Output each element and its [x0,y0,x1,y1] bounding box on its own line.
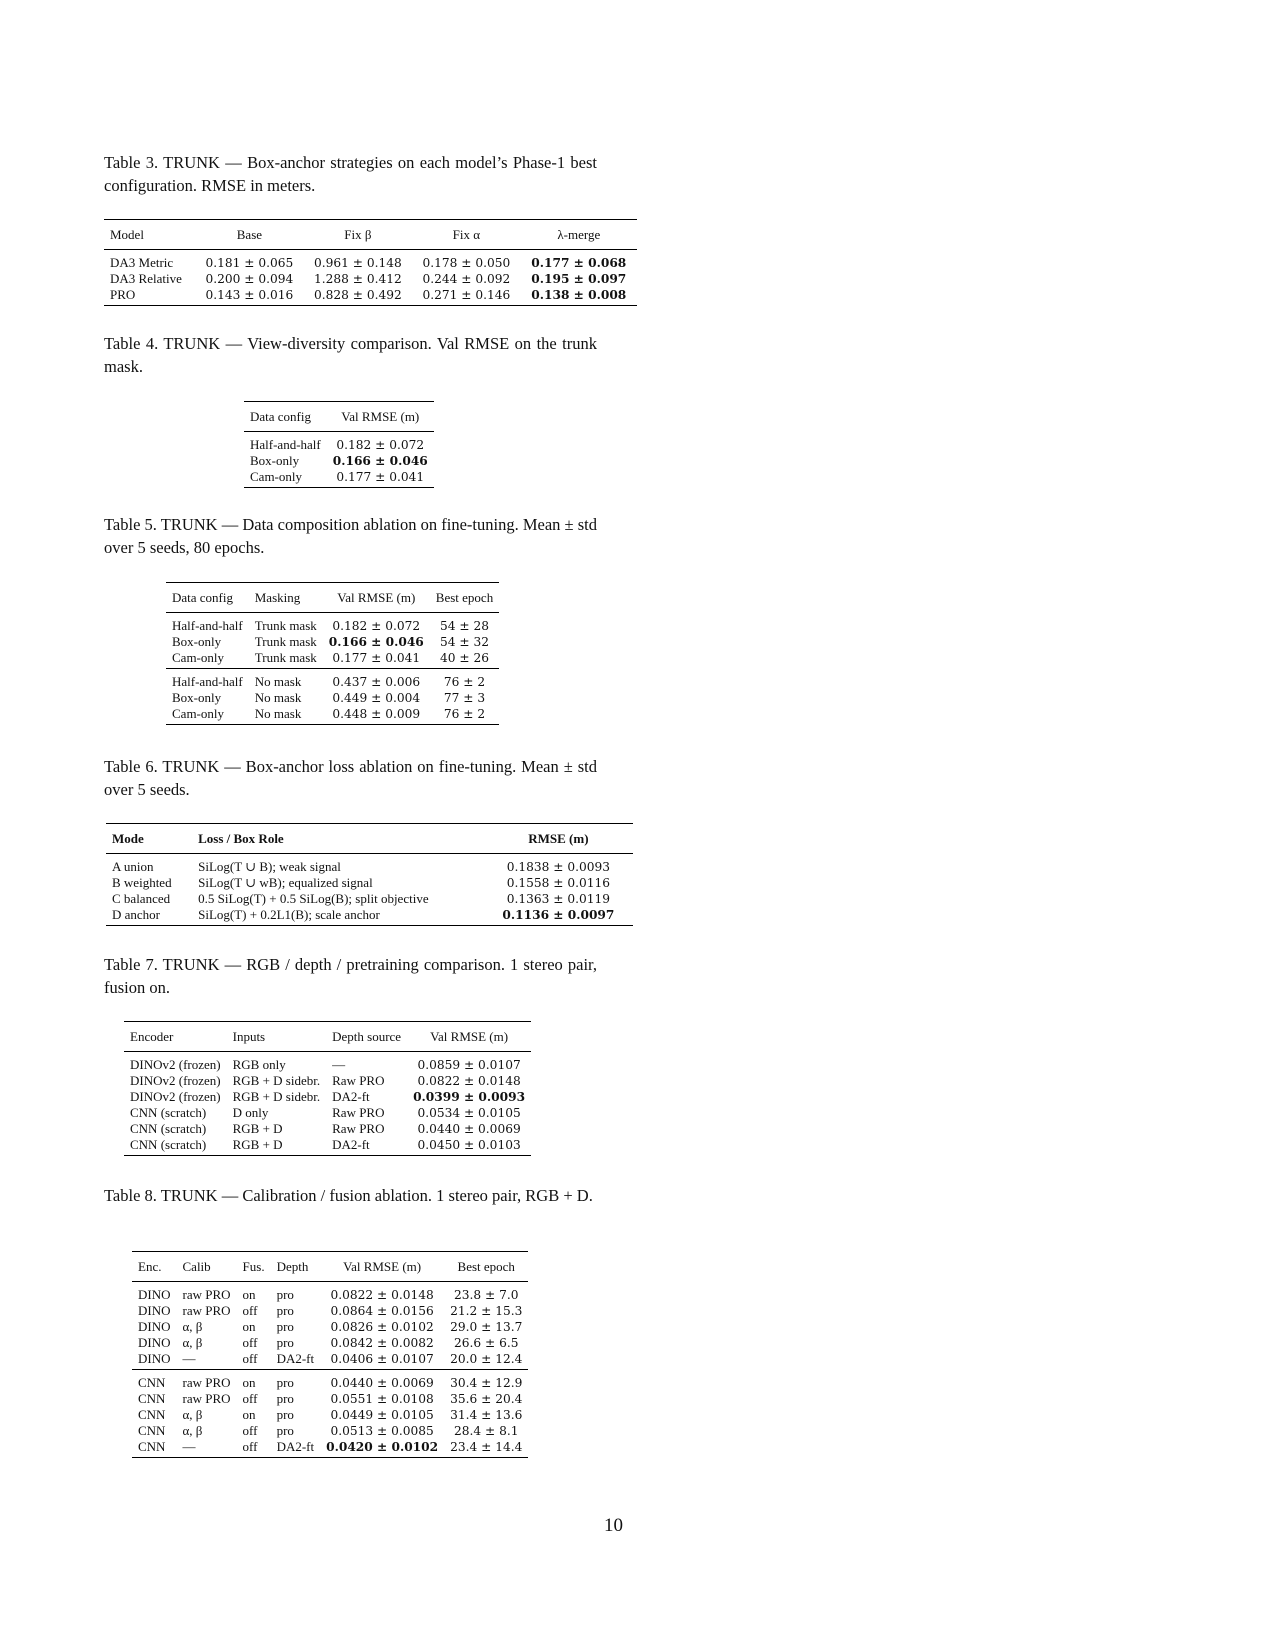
table-cell: CNN [132,1370,177,1392]
table-cell: 0.0551 ± 0.0108 [330,1392,434,1406]
table-cell: 0.449 ± 0.004 [332,691,421,705]
table-cell: 0.200 ± 0.094 [205,272,294,286]
table-cell: off [242,1439,258,1454]
column-header: Val RMSE (m) [407,1022,531,1052]
table-row [166,669,499,691]
table-row [132,1407,528,1423]
table-cell: CNN (scratch) [130,1121,207,1136]
table-cell: SiLog(T) + 0.2L1(B); scale anchor [198,907,380,922]
table-row [104,271,637,287]
table-cell: CNN (scratch) [130,1105,207,1120]
table-cell: Cam-only [172,650,224,665]
table-cell: Half-and-half [166,669,249,691]
table-cell: DINO [138,1303,171,1318]
table-cell: pro [276,1423,294,1438]
table-row [124,1105,531,1121]
table3 [104,219,637,306]
table-row [166,690,499,706]
table-cell: 21.2 ± 15.3 [450,1304,523,1318]
table-cell: Trunk mask [254,618,317,633]
table-cell: 0.1136 ± 0.0097 [502,908,615,922]
table-cell: raw PRO [177,1370,237,1392]
column-header: Data config [244,402,327,432]
column-header: Fus. [237,1252,271,1282]
table-cell: off [242,1423,258,1438]
table-cell: pro [276,1303,294,1318]
table8-caption: Table 8. TRUNK — Calibration / fusion ablation. 1 stereo pair, RGB + D. [104,1186,593,1205]
table3-caption: Table 3. TRUNK — Box-anchor strategies on each model’s Phase-1 best configuration. RMSE in meters. [104,153,597,195]
table-cell: Trunk mask [254,650,317,665]
table-row [124,1052,531,1074]
table-cell: 0.177 ± 0.068 [531,256,627,270]
table-cell: pro [276,1287,294,1302]
table-row [132,1282,528,1304]
table-cell: RGB + D [232,1137,283,1152]
table-cell: 0.0822 ± 0.0148 [330,1288,434,1302]
table-cell: 0.177 ± 0.041 [336,470,425,484]
table-cell: off [242,1303,258,1318]
table-cell: Raw PRO [332,1105,385,1120]
table-cell: No mask [254,690,302,705]
table-cell: 1.288 ± 0.412 [314,272,402,286]
table-cell: on [242,1319,256,1334]
table-cell: 0.0822 ± 0.0148 [417,1074,521,1088]
table-cell: Box-only [172,690,222,705]
table-cell: 0.0513 ± 0.0085 [330,1424,434,1438]
table-cell: Raw PRO [332,1121,385,1136]
table-cell: pro [276,1335,294,1350]
table-cell: pro [276,1391,294,1406]
table-cell: DA2-ft [276,1439,315,1454]
table-cell: DINO [138,1287,171,1302]
table-row [132,1303,528,1319]
column-header: Val RMSE (m) [320,1252,444,1282]
table-cell: α, β [182,1319,203,1334]
table-cell: pro [276,1319,294,1334]
table-cell: RGB + D sidebr. [232,1073,321,1088]
column-header: Encoder [124,1022,227,1052]
column-header: Val RMSE (m) [327,402,434,432]
table-cell: 0.0406 ± 0.0107 [330,1352,434,1366]
table-row [132,1370,528,1392]
table-row [244,432,434,454]
table-cell: DA2-ft [332,1137,370,1152]
table-row [104,287,637,306]
table8 [132,1251,528,1458]
table-cell: No mask [254,706,302,721]
table-cell: 28.4 ± 8.1 [454,1424,519,1438]
table5-caption: Table 5. TRUNK — Data composition ablation on fine-tuning. Mean ± std over 5 seeds, 80 epochs. [104,515,597,557]
table-row [132,1351,528,1370]
table-cell: RGB only [232,1057,286,1072]
table-cell: 0.437 ± 0.006 [323,669,430,691]
table-cell: CNN (scratch) [130,1137,207,1152]
table-cell: DINOv2 (frozen) [130,1057,221,1072]
table6 [106,823,633,926]
table-cell: D only [232,1105,269,1120]
table-row [244,453,434,469]
table-cell: Cam-only [172,706,224,721]
table-cell: Half-and-half [172,618,243,633]
table-cell: SiLog(T ∪ B); weak signal [198,859,341,874]
table-cell: 0.182 ± 0.072 [336,438,425,452]
table-row [166,650,499,669]
table-cell: 0.166 ± 0.046 [328,635,424,649]
table-cell: 0.244 ± 0.092 [422,272,511,286]
table-cell: 0.178 ± 0.050 [422,256,511,270]
table-row [132,1439,528,1458]
column-header: Depth [271,1252,321,1282]
table-cell: PRO [110,287,136,302]
table-cell: 0.828 ± 0.492 [314,288,402,302]
table-cell: 0.181 ± 0.065 [205,256,294,270]
table-cell: 0.0842 ± 0.0082 [330,1336,434,1350]
column-header: Base [195,220,303,250]
table-cell: off [242,1335,258,1350]
table-cell: α, β [182,1407,203,1422]
column-header: Loss / Box Role [192,824,484,854]
table-row [124,1121,531,1137]
table-cell: Cam-only [250,469,302,484]
table-cell: raw PRO [182,1303,231,1318]
table-cell: off [242,1351,258,1366]
table-row [166,706,499,725]
table-cell: Box-only [172,634,222,649]
table-row [132,1423,528,1439]
table-row [132,1319,528,1335]
table-cell: DA3 Relative [110,271,182,286]
table-cell: 0.961 ± 0.148 [314,256,402,270]
table-row [106,875,633,891]
column-header: Fix β [304,220,412,250]
table-cell: 0.0440 ± 0.0069 [417,1122,521,1136]
table-cell: Half-and-half [250,437,321,452]
table-cell: D anchor [112,907,161,922]
table-cell: 0.182 ± 0.072 [332,619,421,633]
table-row [124,1137,531,1156]
table-cell: 0.195 ± 0.097 [531,272,627,286]
table-cell: No mask [249,669,323,691]
table5 [166,582,499,725]
table-cell: 54 ± 28 [440,619,489,633]
column-header: Best epoch [430,583,499,613]
table-cell: on [242,1407,256,1422]
page-number: 10 [604,1515,623,1536]
table-cell: 31.4 ± 13.6 [450,1408,523,1422]
table-cell: Box-only [250,453,300,468]
table-cell: 0.0864 ± 0.0156 [330,1304,434,1318]
table-cell: 0.448 ± 0.009 [332,707,421,721]
table-cell: 35.6 ± 20.4 [450,1392,523,1406]
column-header: Model [104,220,195,250]
table7-caption: Table 7. TRUNK — RGB / depth / pretraining comparison. 1 stereo pair, fusion on. [104,955,597,997]
table-cell: 30.4 ± 12.9 [444,1370,528,1392]
table-cell: DA3 Metric [110,255,174,270]
table-cell: 0.166 ± 0.046 [332,454,428,468]
table-cell: 54 ± 32 [440,635,489,649]
table4 [244,401,434,488]
table-cell: Trunk mask [254,634,317,649]
column-header: Inputs [227,1022,327,1052]
table-row [166,613,499,635]
table-cell: 0.0420 ± 0.0102 [326,1440,439,1454]
table-cell: 0.0859 ± 0.0107 [417,1058,521,1072]
table-cell: 29.0 ± 13.7 [450,1320,523,1334]
table-cell: 0.1558 ± 0.0116 [506,876,611,890]
table-cell: — [332,1057,346,1072]
table-row [124,1089,531,1105]
table-cell: raw PRO [182,1287,231,1302]
table-cell: RGB + D sidebr. [232,1089,321,1104]
table-cell: 76 ± 2 [443,707,486,721]
table-cell: DINO [138,1335,171,1350]
table-cell: CNN [138,1391,166,1406]
column-header: Fix α [412,220,520,250]
table-cell: CNN [138,1407,166,1422]
table-row [106,854,633,876]
table-row [132,1335,528,1351]
table-cell: 20.0 ± 12.4 [450,1352,523,1366]
table-cell: DINO [138,1319,171,1334]
table-cell: DINOv2 (frozen) [130,1073,221,1088]
table-cell: raw PRO [182,1391,231,1406]
table-cell: 0.1363 ± 0.0119 [506,892,611,906]
table-cell: Raw PRO [332,1073,385,1088]
column-header: λ-merge [521,220,637,250]
column-header: Depth source [326,1022,407,1052]
table-cell: SiLog(T ∪ wB); equalized signal [198,875,373,890]
table-cell: 23.4 ± 14.4 [450,1440,523,1454]
table-cell: CNN [138,1423,166,1438]
table-cell: 0.271 ± 0.146 [422,288,511,302]
column-header: Mode [106,824,192,854]
table-cell: 0.0449 ± 0.0105 [330,1408,434,1422]
table-cell: C balanced [112,891,171,906]
table-cell: 0.0450 ± 0.0103 [417,1138,521,1152]
table-cell: 0.0440 ± 0.0069 [320,1370,444,1392]
table-cell: 0.0534 ± 0.0105 [417,1106,521,1120]
table-cell: pro [271,1370,321,1392]
table-row [132,1391,528,1407]
table-cell: off [242,1391,258,1406]
table-row [104,250,637,272]
column-header: RMSE (m) [484,824,633,854]
column-header: Data config [166,583,249,613]
table-row [106,891,633,907]
column-header: Best epoch [444,1252,528,1282]
table-cell: 77 ± 3 [443,691,486,705]
table-cell: 0.1838 ± 0.0093 [506,860,611,874]
table-cell: 26.6 ± 6.5 [454,1336,519,1350]
table-cell: DINO [138,1351,171,1366]
table-row [244,469,434,488]
table-cell: 40 ± 26 [440,651,489,665]
table-cell: on [242,1287,256,1302]
table-cell: α, β [182,1423,203,1438]
column-header: Enc. [132,1252,177,1282]
table-cell: DINOv2 (frozen) [130,1089,221,1104]
table-row [166,634,499,650]
table-cell: 0.0399 ± 0.0093 [413,1090,526,1104]
table-cell: 23.8 ± 7.0 [454,1288,519,1302]
table-row [106,907,633,926]
column-header: Masking [249,583,323,613]
column-header: Val RMSE (m) [323,583,430,613]
table4-caption: Table 4. TRUNK — View-diversity comparison. Val RMSE on the trunk mask. [104,334,597,376]
table-cell: A union [112,859,154,874]
table-cell: on [237,1370,271,1392]
table-cell: — [182,1439,196,1454]
table-cell: 76 ± 2 [430,669,499,691]
table-cell: DA2-ft [332,1089,370,1104]
table-cell: CNN [138,1439,166,1454]
table-cell: RGB + D [232,1121,283,1136]
table-cell: — [182,1351,196,1366]
table-cell: 0.138 ± 0.008 [531,288,627,302]
table-cell: 0.5 SiLog(T) + 0.5 SiLog(B); split objective [198,891,429,906]
table-cell: 0.143 ± 0.016 [205,288,294,302]
table-cell: pro [276,1407,294,1422]
table-cell: 0.177 ± 0.041 [332,651,421,665]
column-header: Calib [177,1252,237,1282]
table-cell: DA2-ft [276,1351,315,1366]
table7 [124,1021,531,1156]
table-cell: 0.0826 ± 0.0102 [330,1320,434,1334]
table6-caption: Table 6. TRUNK — Box-anchor loss ablation on fine-tuning. Mean ± std over 5 seeds. [104,757,597,799]
table-cell: B weighted [112,875,172,890]
table-cell: α, β [182,1335,203,1350]
table-row [124,1073,531,1089]
